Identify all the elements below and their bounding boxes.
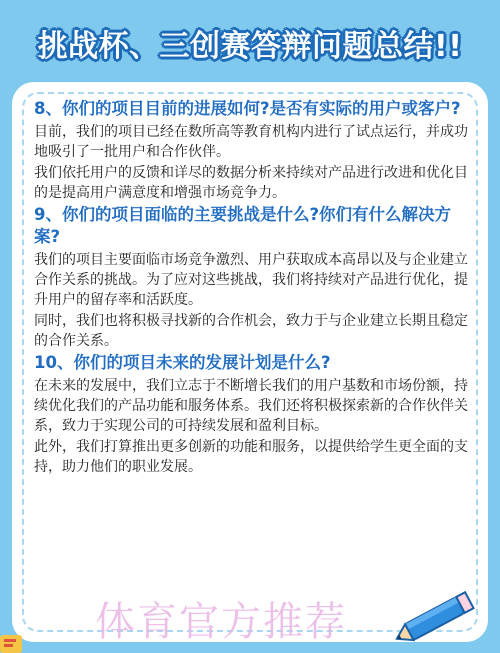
question-heading: 10、你们的项目未来的发展计划是什么? (34, 353, 331, 372)
answer-paragraph: 在未来的发展中，我们立志于不断增长我们的用户基数和市场份额，持续优化我们的产品功能和服务体系。我们还将积极探索新的合作伙伴关系，致力于实现公司的可持续发展和盈利目标。 (34, 378, 468, 434)
question-heading: 8、你们的项目目前的进展如何?是否有实际的用户或客户? (34, 99, 461, 118)
corner-sticker-icon (0, 633, 24, 653)
header (0, 22, 500, 84)
answer-paragraph: 目前，我们的项目已经在数所高等教育机构内进行了试点运行，并成功地吸引了一批用户和合作伙伴。 (34, 124, 468, 160)
section-q8 (34, 98, 474, 203)
answer-paragraph: 同时，我们也将积极寻找新的合作机会，致力于与企业建立长期且稳定的合作关系。 (34, 313, 468, 349)
qa-content (34, 98, 474, 478)
section-q10 (34, 352, 474, 477)
pencil-icon (390, 588, 486, 648)
section-q9 (34, 204, 474, 351)
watermark-text: 体育官方推荐 (95, 599, 347, 645)
answer-paragraph: 此外，我们打算推出更多创新的功能和服务，以提供给学生更全面的支持，助力他们的职业发展。 (34, 439, 468, 475)
page-title: 挑战杯、三创赛答辩问题总结!! (37, 29, 463, 64)
answer-paragraph: 我们依托用户的反馈和详尽的数据分析来持续对产品进行改进和优化目的是提高用户满意度和增强市场竞争力。 (34, 165, 468, 201)
question-heading: 9、你们的项目面临的主要挑战是什么?你们有什么解决方案? (34, 205, 452, 246)
answer-paragraph: 我们的项目主要面临市场竞争激烈、用户获取成本高昂以及与企业建立合作关系的挑战。为了应对这些挑战，我们将持续对产品进行优化，提升用户的留存率和活跃度。 (34, 252, 468, 308)
